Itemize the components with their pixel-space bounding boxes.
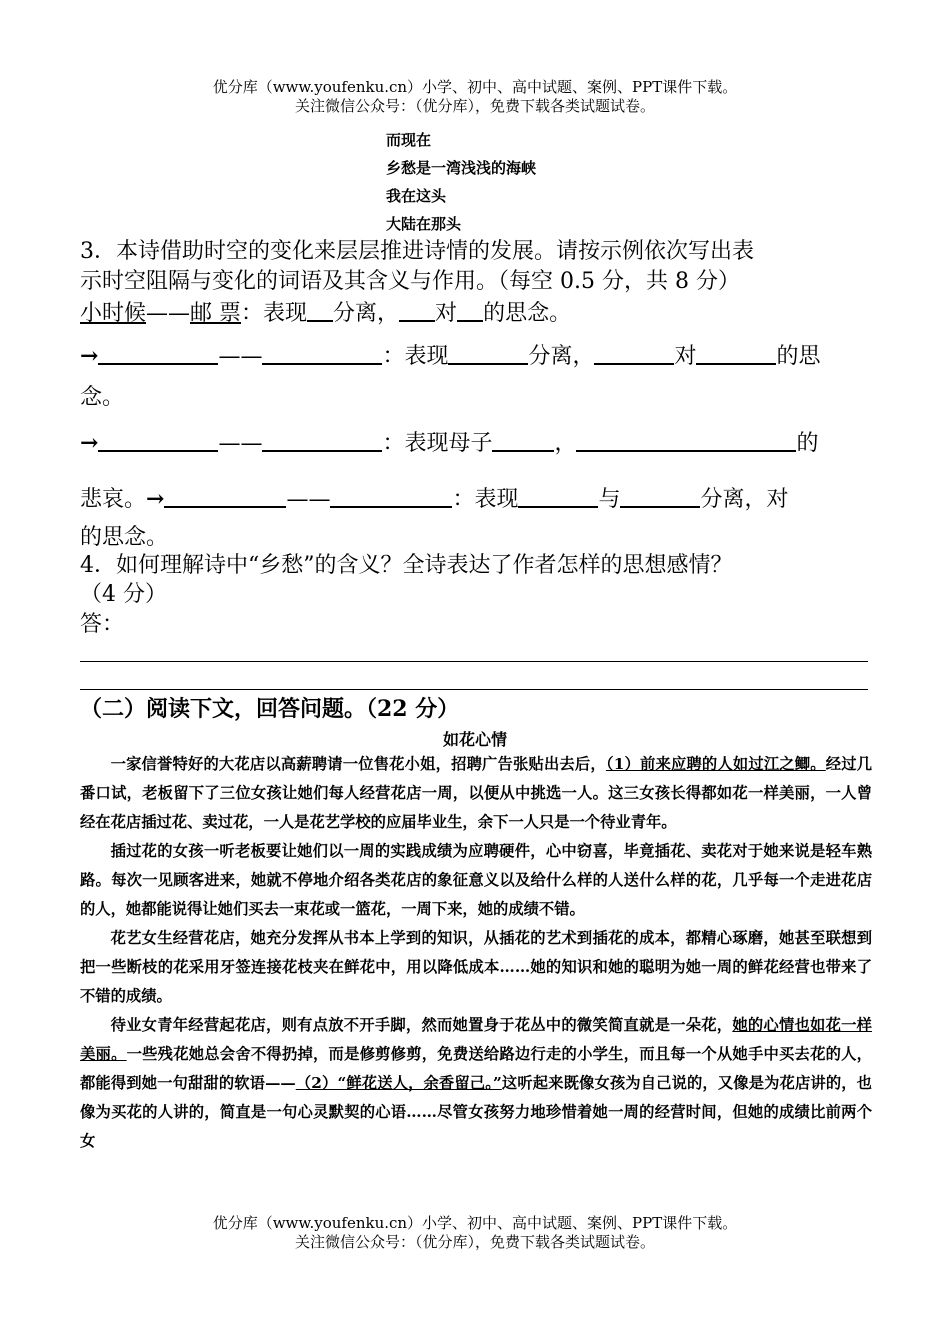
text: 这听起来既像女孩为自己说的，又像是为花店讲的，也像为买花的人讲的，简直是一句心灵默契的心语……尽管女孩努力地珍惜着她一周的经营时间，但她的成绩比前两个女: [80, 1074, 872, 1150]
footer-line-2: 关注微信公众号：（优分库），免费下载各类试题试卷。: [294, 1233, 655, 1251]
header-line-2: 关注微信公众号：（优分库），免费下载各类试题试卷。: [294, 97, 655, 115]
answer-blank[interactable]: [330, 484, 452, 508]
dash: ——: [286, 487, 331, 512]
text: 一些残花她总会舍不得扔掉，而是修剪修剪，免费送给路边行走的小学生，而且每一个从她手中买去花的人，都能得到她一句甜甜的软语——: [80, 1045, 872, 1092]
text: 对: [435, 301, 458, 326]
q3-row-3: [80, 484, 880, 515]
paragraph-3: 花艺女生经营花店，她充分发挥从书本上学到的知识，从插花的艺术到插花的成本，都精心琢磨，她甚至联想到把一些断枝的花采用牙签连接花枝夹在鲜花中，用以降低成本……她的知识和她的聪明为她一周的鲜花经营也带来了不错的成绩。: [80, 929, 872, 1005]
text: 一家信誉特好的大花店以高薪聘请一位售花小姐，招聘广告张贴出去后，: [110, 755, 606, 773]
paragraph-1: [80, 750, 872, 837]
dash: ——: [146, 301, 191, 326]
answer-blank[interactable]: [164, 484, 286, 508]
answer-blank[interactable]: [457, 298, 483, 322]
text: 的: [796, 431, 819, 456]
text: ，: [554, 431, 577, 456]
answer-blank[interactable]: [576, 428, 796, 452]
answer-blank[interactable]: [262, 341, 382, 365]
text: 的思念。: [483, 301, 572, 326]
arrow-icon: →: [80, 430, 99, 456]
answer-blank[interactable]: [448, 341, 528, 365]
q4-stem: 4．如何理解诗中“乡愁”的含义？全诗表达了作者怎样的思想感情？: [80, 553, 733, 578]
text: 的思: [776, 344, 821, 369]
text: 对: [674, 344, 697, 369]
answer-blank[interactable]: [399, 298, 435, 322]
marked-sentence-1: （1）前来应聘的人如过江之鲫。: [605, 755, 826, 773]
q3-stem-line-1: 3．本诗借助时空的变化来层层推进诗情的发展。请按示例依次写出表: [80, 239, 754, 264]
text: ：表现: [382, 344, 449, 369]
answer-blank[interactable]: [307, 298, 333, 322]
answer-blank[interactable]: [696, 341, 776, 365]
dash: ——: [218, 431, 263, 456]
answer-line[interactable]: [80, 689, 868, 690]
q4-points: （4 分）: [80, 582, 167, 607]
paragraph-2: 插过花的女孩一听老板要让她们以一周的实践成绩为应聘硬件，心中窃喜，毕竟插花、卖花对于她来说是轻车熟路。每次一见顾客进来，她就不停地介绍各类花店的象征意义以及给什么样的人送什么样的花，几乎每一个走进花店的人，她都能说得让她们买去一束花或一篮花，一周下来，她的成绩不错。: [80, 842, 872, 918]
text: ：表现母子: [382, 431, 493, 456]
answer-label: 答：: [80, 612, 125, 637]
text: 待业女青年经营起花店，则有点放不开手脚，然而她置身于花丛中的微笑简直就是一朵花，: [110, 1016, 733, 1034]
poem-line: 而现在: [386, 131, 432, 149]
q3-stem-line-2: 示时空阻隔与变化的词语及其含义与作用。（每空 0.5 分，共 8 分）: [80, 269, 740, 294]
answer-blank[interactable]: [98, 428, 218, 452]
q3-row-2: [80, 428, 880, 459]
text: 分离，: [528, 344, 595, 369]
q3-row-3-cont: 的思念。: [80, 525, 169, 550]
text: 悲哀。: [80, 487, 147, 512]
text: 经过几番口试，老板留下了三位女孩让她们每人经营花店一周，以便从中挑选一人。这三女孩长得都如花一样美丽，一人曾经在花店插过花、卖过花，一人是花艺学校的应届毕业生，余下一人只是一个待业青年。: [80, 755, 872, 831]
answer-line[interactable]: [80, 661, 868, 662]
arrow-icon: →: [146, 486, 165, 512]
example-object-word: 邮 票: [190, 301, 242, 326]
text: ：表现: [452, 487, 519, 512]
example-time-word: 小时候: [80, 301, 147, 326]
header-line-1: 优分库（www.youfenku.cn）小学、初中、高中试题、案例、PPT课件下载。: [212, 78, 738, 96]
q3-row-1-cont: 念。: [80, 385, 125, 410]
dash: ——: [218, 344, 263, 369]
answer-blank[interactable]: [620, 484, 700, 508]
footer-line-1: 优分库（www.youfenku.cn）小学、初中、高中试题、案例、PPT课件下载。: [212, 1214, 738, 1232]
text: 与: [598, 487, 621, 512]
section-heading: （二）阅读下文，回答问题。（22 分）: [80, 696, 460, 722]
answer-blank[interactable]: [262, 428, 382, 452]
article-title: 如花心情: [442, 730, 507, 749]
text: 分离，: [333, 301, 400, 326]
text: ：表现: [241, 301, 308, 326]
answer-blank[interactable]: [492, 428, 554, 452]
paragraph-4: [80, 1011, 872, 1156]
text: 分离，对: [700, 487, 789, 512]
arrow-icon: →: [80, 343, 99, 369]
answer-blank[interactable]: [98, 341, 218, 365]
poem-line: 大陆在那头: [386, 215, 462, 233]
answer-blank[interactable]: [518, 484, 598, 508]
underlined-sentence: 她的心情也如花一样美丽。: [80, 1016, 872, 1063]
answer-blank[interactable]: [594, 341, 674, 365]
poem-line: 乡愁是一湾浅浅的海峡: [386, 159, 537, 177]
marked-sentence-2: （2）“鲜花送人，余香留己。”: [295, 1074, 502, 1092]
q3-example: [80, 298, 880, 328]
q3-row-1: [80, 341, 880, 372]
article-body: [80, 750, 872, 1156]
poem-line: 我在这头: [386, 187, 447, 205]
